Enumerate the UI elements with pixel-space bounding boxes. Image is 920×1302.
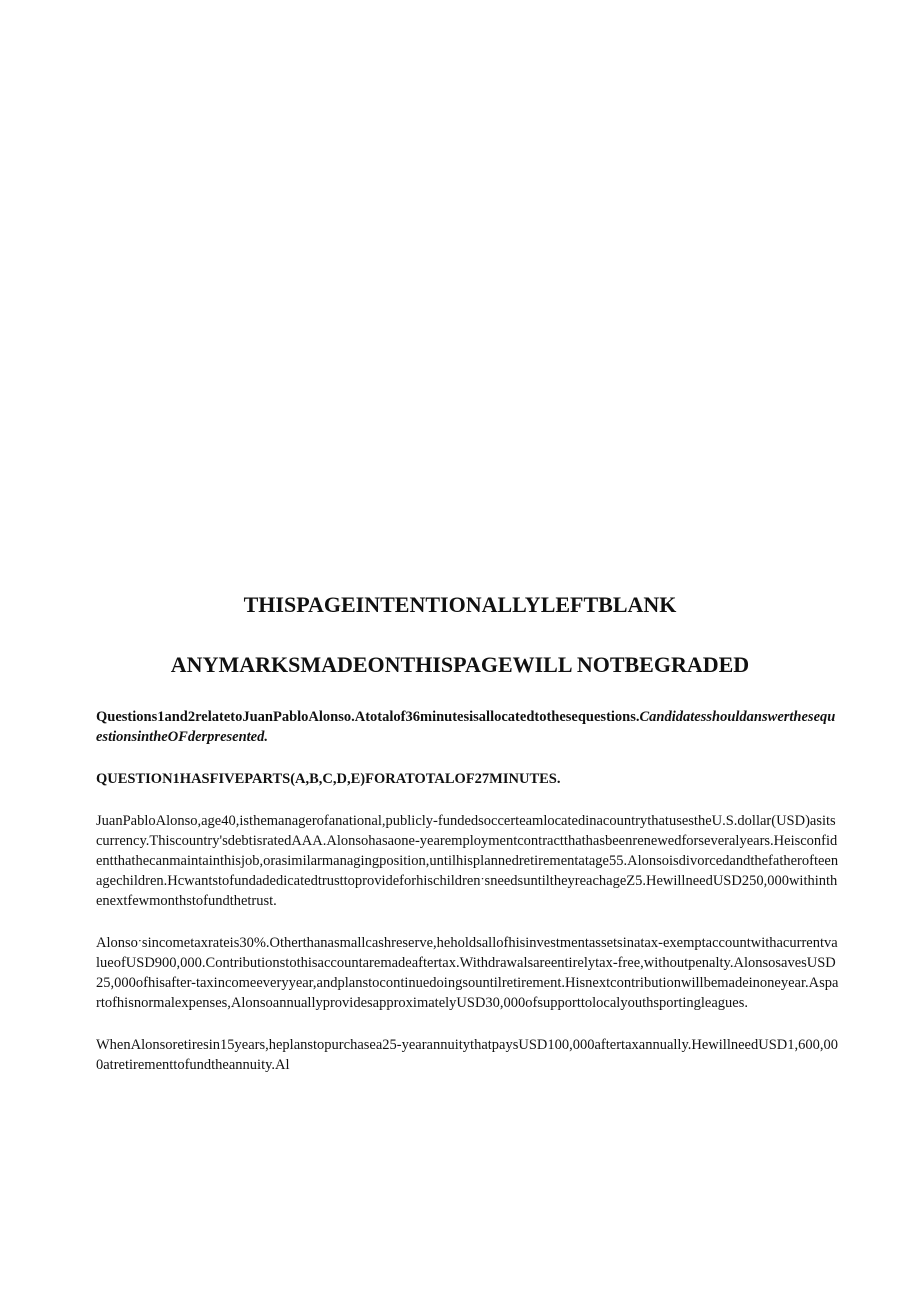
blank-page-title: THISPAGEINTENTIONALLYLEFTBLANK: [243, 592, 677, 617]
intro-text: Questions1and2relatetoJuanPabloAlonso.Atotalof36minutesisallocatedtothesequestions.: [96, 709, 640, 725]
question-paragraph: WhenAlonsoretiresin15years,heplanstopurchasea25-yearannuitythatpaysUSD100,000aftertaxannually.HewillneedUSD1,600,000atretirementtofundtheannuity.Al: [96, 1037, 838, 1073]
no-marks-notice: ANYMARKSMADEONTHISPAGEWILL NOTBEGRADED: [170, 652, 750, 677]
question-paragraph: Alonsoˑsincometaxrateis30%.Otherthanasmallcashreserve,heholdsallofhisinvestmentassetsinatax-exemptaccountwithacurrentvalueofUSD900,000.Contributionstothisaccountaremadeaftertax.Withdrawalsareentirelytax-free,withoutpenalty.AlonsosavesUSD25,000ofhisafter-taxincomeeveryyear,andplanstocontinuedoingsountilretirement.Hisnextcontributionwillbemadeinoneyear.Aspartofhisnormalexpenses,AlonsoannuallyprovidesapproximatelyUSD30,000ofsupporttolocalyouthsportingleagues.: [96, 935, 839, 1011]
intro-paragraph: [96, 707, 840, 747]
question-heading: QUESTION1HASFIVEPARTS(A,B,C,D,E)FORATOTALOF27MINUTES.: [96, 771, 561, 787]
question-paragraph: JuanPabloAlonso,age40,isthemanagerofanational,publicly-fundedsoccerteamlocatedinacountrythatusestheU.S.dollar(USD)asitscurrency.Thiscountry'sdebtisratedAAA.Alonsohasaone-yearemploymentcontractthathasbeenrenewedforseveralyears.Heisconfidentthathecanmaintainthisjob,orasimilarmanagingposition,untilhisplannedretirementatage55.Alonsoisdivorcedandthefatherofteenagechildren.HcwantstofundadedicatedtrusttoprovideforhischildrenˑsneedsuntiltheyreachageZ5.HewillneedUSD250,000withinthenextfewmonthstofundthetrust.: [96, 813, 839, 909]
intro-instruction: CandidatesshouldanswerthesequestionsintheOFderpresented.: [96, 709, 836, 745]
question-content: [96, 707, 840, 1075]
